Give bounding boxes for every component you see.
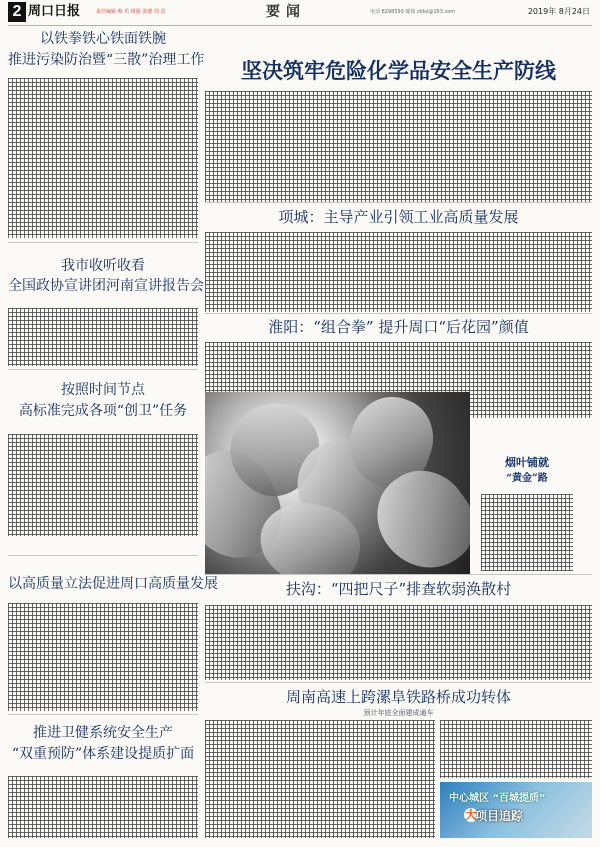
- masthead-rule: [8, 25, 592, 26]
- xiangcheng-body: [205, 232, 592, 312]
- paper-name: 周口日报: [28, 4, 81, 19]
- left-article-3-body: [8, 434, 198, 536]
- left-separator-1: [8, 242, 198, 243]
- left-separator-3: [8, 555, 198, 556]
- left-article-3: [8, 376, 198, 546]
- caption-title-line2: “黄金”路: [506, 473, 548, 484]
- huaiyang-title: 淮阳：“组合拳” 提升周口“后花园”颜值: [268, 318, 529, 336]
- masthead: [0, 0, 600, 26]
- left-article-5: [8, 720, 198, 838]
- left-article-5-title-line1: 推进卫健系统安全生产: [33, 725, 173, 741]
- left-article-4-title-line1: 以高质量立法促进周口高质量发展: [8, 576, 218, 592]
- right-separator-2: [205, 313, 592, 314]
- main-article-body: [205, 91, 592, 203]
- zhounan-kicker: 预计年底全面建成通车: [363, 709, 434, 717]
- project-banner: [440, 782, 592, 838]
- caption-body: [481, 494, 573, 571]
- tobacco-photo: [205, 392, 470, 575]
- left-column: [8, 28, 218, 838]
- left-article-2-title-line1: 我市收听收看: [61, 258, 145, 274]
- left-article-4-body: [8, 603, 198, 711]
- left-separator-2: [8, 369, 198, 370]
- left-article-2-body: [8, 308, 198, 366]
- masthead-small-labels: 责任编辑 蔡 乐 组版 张德 周 雷: [96, 9, 166, 15]
- fugou-title: 扶沟：“四把尺子”排查软弱涣散村: [285, 580, 512, 598]
- page-number: 2: [8, 2, 26, 22]
- banner-badge: 大: [464, 808, 477, 822]
- zhounan-body-right: [440, 720, 592, 778]
- left-article-5-body: [8, 776, 198, 838]
- zhounan-body-left: [205, 720, 435, 838]
- left-article-3-title-line1: 按照时间节点: [61, 382, 145, 398]
- right-separator-1: [205, 202, 592, 203]
- left-article-2-title-line2: 全国政协宣讲团河南宣讲报告会: [8, 278, 204, 294]
- left-article-1: [8, 28, 205, 243]
- banner-line1: 中心城区 “百城提质”: [449, 793, 546, 804]
- photo-caption: [481, 456, 581, 574]
- caption-title-line1: 烟叶铺就: [505, 456, 549, 469]
- editor-line: 电话 8298593 邮箱 zkbz@163.com: [370, 9, 456, 15]
- fugou-body: [205, 605, 592, 680]
- left-article-2: [8, 250, 204, 368]
- xiangcheng-title: 项城：主导产业引领工业高质量发展: [278, 208, 519, 226]
- left-article-5-title-line2: “双重预防”体系建设提质扩面: [11, 746, 195, 762]
- left-article-4: [8, 563, 218, 713]
- left-article-1-title-line1: 以铁拳铁心铁面铁腕: [40, 31, 166, 47]
- right-separator-4: [205, 682, 592, 683]
- issue-date: 2019年 8月24日: [527, 7, 590, 16]
- left-article-3-title-line2: 高标准完成各项“创卫”任务: [18, 403, 188, 419]
- left-article-1-body: [8, 78, 198, 238]
- zhounan-title: 周南高速上跨漯阜铁路桥成功转体: [285, 688, 511, 706]
- section-title: 要闻: [266, 4, 306, 20]
- main-headline: 坚决筑牢危险化学品安全生产防线: [241, 58, 556, 83]
- banner-line2: 项目追踪: [475, 809, 524, 823]
- left-article-1-title-line2: 推进污染防治暨“三散”治理工作: [8, 52, 205, 68]
- right-separator-3: [205, 574, 592, 575]
- left-separator-4: [8, 714, 198, 715]
